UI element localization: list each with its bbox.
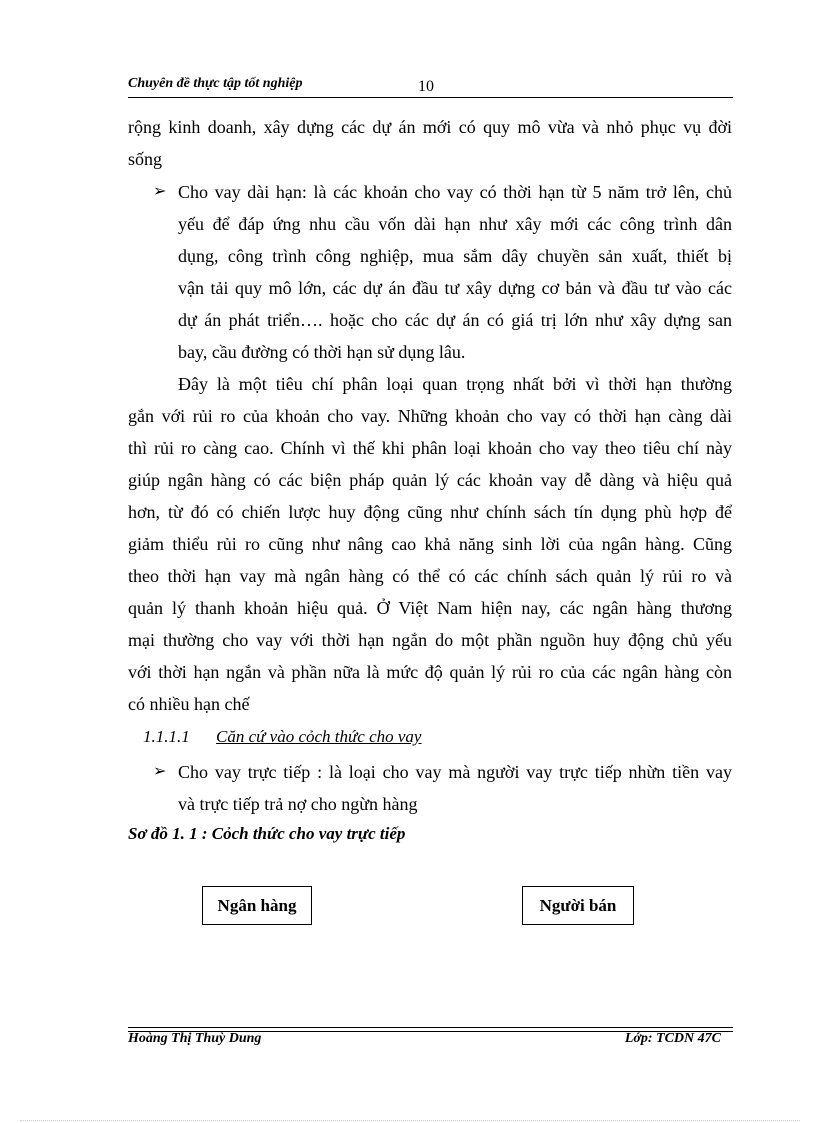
paragraph-line: giảm thiểu rủi ro cũng như nâng cao khả năng sinh lời của ngân hàng. Cũng (128, 534, 732, 554)
bullet-line: vận tải quy mô lớn, các dự án đầu tư xây dựng cơ bản và đầu tư vào các (178, 278, 732, 298)
section-heading (143, 727, 421, 747)
page-number: 10 (418, 78, 434, 95)
header-rule (128, 97, 733, 98)
running-header-title: Chuyên đề thực tập tốt nghiệp (128, 76, 303, 91)
bullet-arrow-icon: ➢ (153, 763, 167, 780)
bullet-line: Cho vay trực tiếp : là loại cho vay mà người vay trực tiếp nhừn tiền vay (178, 762, 732, 782)
bullet-line: và trực tiếp trả nợ cho ngừn hàng (178, 794, 418, 814)
footer-author: Hoàng Thị Thuỳ Dung (128, 1031, 262, 1046)
section-number: 1.1.1.1 (143, 727, 190, 746)
diagram-caption: Sơ đồ 1. 1 : Cỏch thức cho vay trực tiếp (128, 824, 406, 843)
paragraph-line: Đây là một tiêu chí phân loại quan trọng nhất bởi vì thời hạn thường (178, 374, 732, 394)
section-title: Căn cứ vào cỏch thức cho vay (216, 727, 422, 746)
paragraph-line: sống (128, 149, 163, 169)
paragraph-line: với thời hạn ngắn và phần nữa là mức độ quản lý rủi ro của các ngân hàng còn (128, 662, 732, 682)
diagram-box-seller (522, 886, 634, 925)
bullet-line: yếu để đáp ứng nhu cầu vốn dài hạn như xây mới các công trình dân (178, 214, 732, 234)
paragraph-line: hơn, từ đó có chiến lược huy động cũng như chính sách tín dụng phù hợp để (128, 502, 732, 522)
diagram-box-bank (202, 886, 312, 925)
paragraph-line: quản lý thanh khoản hiệu quả. Ở Việt Nam hiện nay, các ngân hàng thương (128, 598, 732, 618)
page-bottom-edge (20, 1120, 800, 1121)
paragraph-line: mại thường cho vay với thời hạn ngắn do một phần nguồn huy động chủ yếu (128, 630, 732, 650)
bullet-line: Cho vay dài hạn: là các khoản cho vay có thời hạn từ 5 năm trở lên, chủ (178, 182, 732, 202)
paragraph-line: giúp ngân hàng có các biện pháp quản lý các khoản vay dễ dàng và hiệu quả (128, 470, 732, 490)
footer-rule (128, 1027, 733, 1028)
paragraph-line: có nhiều hạn chế (128, 694, 250, 714)
paragraph-line: thì rủi ro càng cao. Chính vì thế khi phân loại khoản cho vay theo tiêu chí này (128, 438, 732, 458)
paragraph-line: theo thời hạn vay mà ngân hàng có thể có các chính sách quản lý rủi ro và (128, 566, 732, 586)
diagram-box-label: Người bán (539, 895, 617, 915)
paragraph-line: gắn với rủi ro của khoản cho vay. Những khoản cho vay có thời hạn càng dài (128, 406, 732, 426)
bullet-line: dự án phát triển…. hoặc cho các dự án có giá trị lớn như xây dựng san (178, 310, 732, 330)
diagram-box-label: Ngân hàng (217, 895, 297, 915)
bullet-line: bay, cầu đường có thời hạn sử dụng lâu. (178, 342, 466, 362)
bullet-arrow-icon: ➢ (153, 183, 167, 200)
bullet-line: dụng, công trình công nghiệp, mua sắm dây chuyền sản xuất, thiết bị (178, 246, 732, 266)
paragraph-line: rộng kinh doanh, xây dựng các dự án mới có quy mô vừa và nhỏ phục vụ đời (128, 117, 732, 137)
footer-class: Lớp: TCDN 47C (624, 1031, 721, 1046)
